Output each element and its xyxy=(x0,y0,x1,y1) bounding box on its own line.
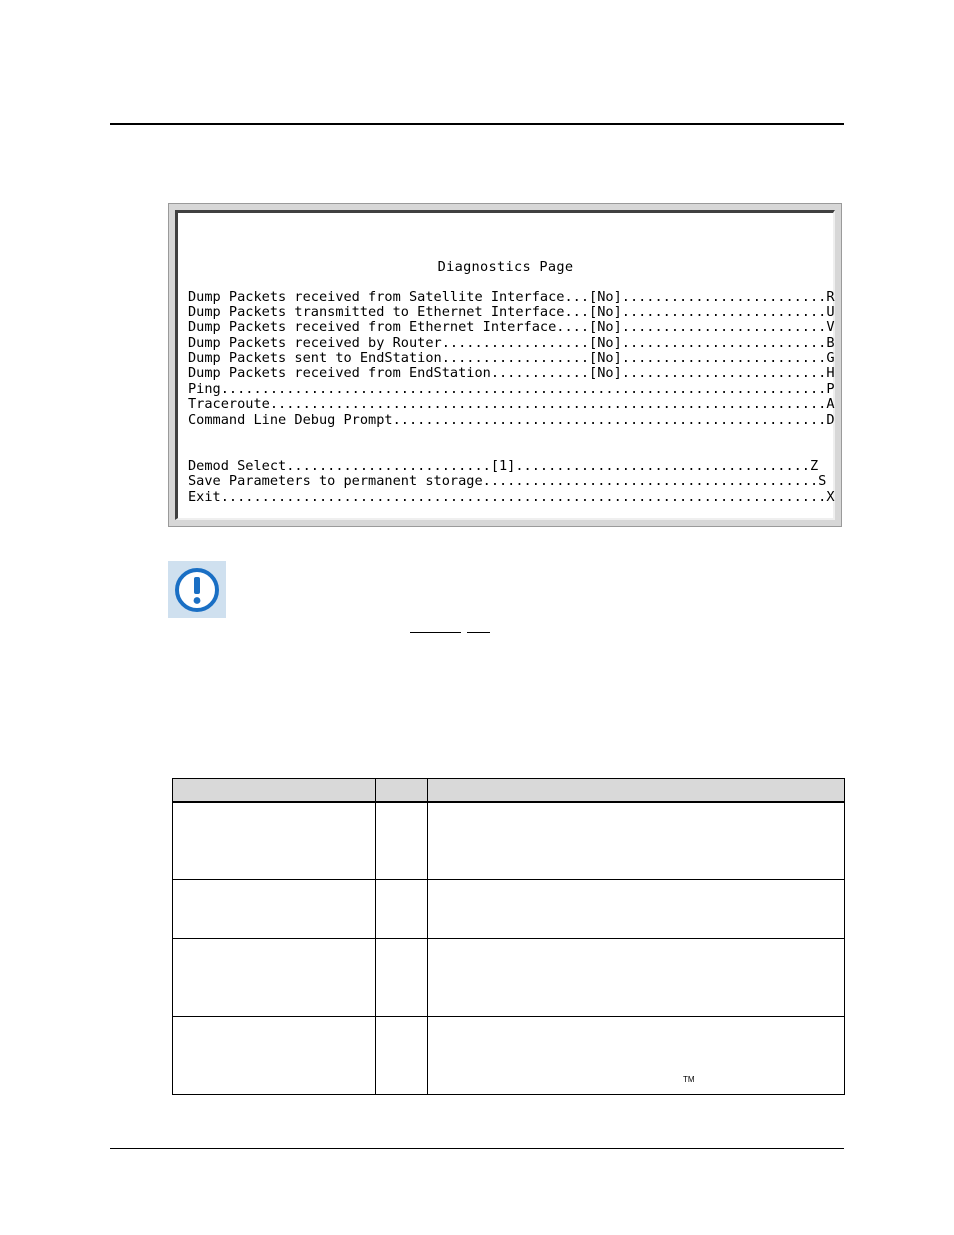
menu-item-dump-endstation-tx[interactable]: Dump Packets sent to EndStation..................[No].........................G xyxy=(188,350,835,366)
menu-item-dump-ethernet-rx[interactable]: Dump Packets received from Ethernet Interface....[No].........................V xyxy=(188,319,835,335)
menu-item-dump-satellite-rx[interactable]: Dump Packets received from Satellite Interface...[No].........................R xyxy=(188,289,835,305)
table-row xyxy=(173,802,845,879)
table-cell xyxy=(376,802,428,879)
table-row xyxy=(173,1016,845,1094)
caution-exclamation-icon xyxy=(168,561,226,618)
terminal-page-title: Diagnostics Page xyxy=(437,259,574,275)
menu-item-debug-prompt[interactable]: Command Line Debug Prompt.....................................................D xyxy=(188,412,835,428)
menu-item-dump-router-rx[interactable]: Dump Packets received by Router..................[No].........................B xyxy=(188,335,835,351)
table-cell xyxy=(376,939,428,1016)
command-table xyxy=(172,778,845,1095)
trademark-symbol: TM xyxy=(683,1075,695,1084)
table-cell xyxy=(173,939,376,1016)
table-cell xyxy=(376,1016,428,1094)
footer-rule xyxy=(110,1148,844,1149)
terminal-window xyxy=(168,203,842,527)
table-cell xyxy=(173,879,376,938)
table-cell xyxy=(376,879,428,938)
menu-item-dump-endstation-rx[interactable]: Dump Packets received from EndStation............[No].........................H xyxy=(188,365,835,381)
table-header-cell xyxy=(376,779,428,803)
table-cell xyxy=(428,1016,845,1094)
underline-mark-1 xyxy=(410,632,461,633)
terminal-screen xyxy=(175,210,835,520)
menu-item-traceroute[interactable]: Traceroute....................................................................A xyxy=(188,396,835,412)
menu-item-demod-select[interactable]: Demod Select.........................[1]....................................Z xyxy=(188,458,819,474)
table-header-cell xyxy=(173,779,376,803)
underline-mark-2 xyxy=(467,632,490,633)
table-row xyxy=(173,939,845,1016)
menu-item-dump-ethernet-tx[interactable]: Dump Packets transmitted to Ethernet Interface...[No].........................U xyxy=(188,304,835,320)
header-rule xyxy=(110,123,844,125)
table-cell xyxy=(173,802,376,879)
table-header-row xyxy=(173,779,845,803)
menu-item-exit[interactable]: Exit..........................................................................X xyxy=(188,489,835,505)
table-cell xyxy=(173,1016,376,1094)
table-cell xyxy=(428,802,845,879)
table-row xyxy=(173,879,845,938)
menu-item-ping[interactable]: Ping..........................................................................P xyxy=(188,381,835,397)
table-cell xyxy=(428,879,845,938)
table-header-cell xyxy=(428,779,845,803)
table-cell xyxy=(428,939,845,1016)
menu-item-save-parameters[interactable]: Save Parameters to permanent storage.........................................S xyxy=(188,473,827,489)
